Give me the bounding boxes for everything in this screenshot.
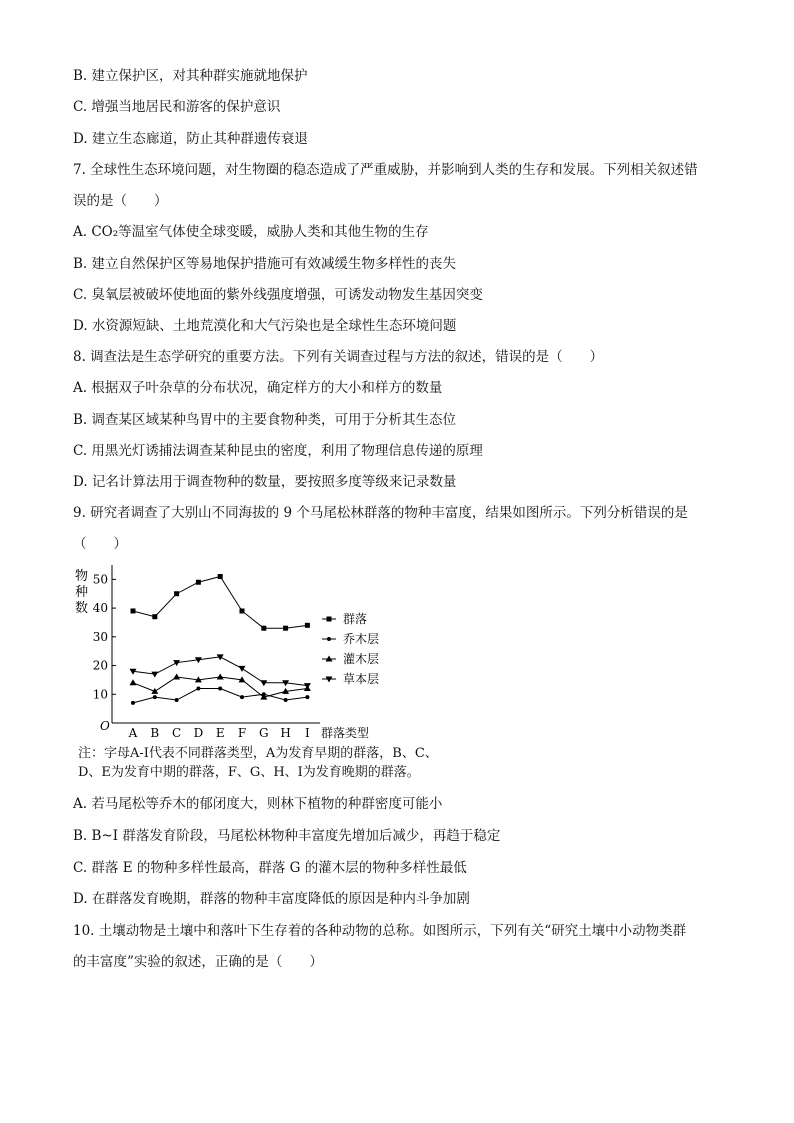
- legend: [322, 611, 379, 686]
- legend-label: 草本层: [343, 672, 380, 686]
- x-tick-label: H: [280, 726, 291, 740]
- option-b-q7: B. 建立自然保护区等易地保护措施可有效减缓生物多样性的丧失: [73, 256, 457, 272]
- data-point: [175, 698, 179, 702]
- x-tick-label: G: [259, 726, 269, 740]
- y-axis-label-1: 物: [75, 569, 89, 584]
- question-9-stem: 9. 研究者调查了大别山不同海拔的 9 个马尾松林群落的物种丰富度，结果如图所示。下列分析错误的是: [73, 505, 688, 521]
- question-7-stem-cont: 误的是（ ）: [73, 193, 168, 209]
- data-point: [327, 637, 331, 641]
- data-point: [173, 674, 180, 680]
- series-line: [133, 576, 307, 628]
- x-tick-label: E: [215, 726, 225, 740]
- question-8-stem: 8. 调查法是生态学研究的重要方法。下列有关调查过程与方法的叙述，错误的是（ ）: [73, 349, 604, 365]
- data-point: [284, 698, 288, 702]
- option-d-q6: D. 建立生态廊道，防止其种群遗传衰退: [73, 131, 308, 147]
- series-line: [133, 657, 307, 686]
- y-tick-label: 50: [92, 572, 108, 587]
- data-point: [305, 623, 310, 628]
- data-point: [174, 591, 179, 596]
- question-10-stem-cont: 的丰富度”实验的叙述，正确的是（ ）: [73, 954, 323, 970]
- data-point: [283, 626, 288, 631]
- option-b-q6: B. 建立保护区，对其种群实施就地保护: [73, 68, 308, 84]
- y-tick-label: 40: [92, 601, 108, 616]
- data-point: [305, 695, 309, 699]
- option-b-q9: B. B~I 群落发育阶段，马尾松林物种丰富度先增加后减少，再趋于稳定: [73, 828, 501, 844]
- note-line-1: 注：字母A-I代表不同群落类型，A为发育早期的群落，B、C、: [78, 746, 438, 761]
- question-9-stem-cont: （ ）: [73, 536, 127, 552]
- y-tick-label: 20: [92, 658, 108, 673]
- x-tick-label: B: [150, 726, 160, 740]
- y-tick-label: 10: [92, 687, 108, 702]
- legend-entry: [322, 651, 379, 666]
- x-tick-label: C: [172, 726, 182, 740]
- legend-label: 灌木层: [343, 652, 380, 666]
- series-square: [131, 574, 310, 631]
- data-point: [217, 674, 224, 680]
- x-tick-label: A: [128, 726, 138, 740]
- data-point: [131, 608, 136, 613]
- x-tick-label: D: [193, 726, 204, 740]
- data-point: [261, 626, 266, 631]
- data-point: [218, 687, 222, 691]
- option-b-q8: B. 调查某区域某种鸟胃中的主要食物种类，可用于分析其生态位: [73, 412, 457, 428]
- legend-entry: [322, 631, 379, 646]
- option-c-q9: C. 群落 E 的物种多样性最高，群落 G 的灌木层的物种多样性最低: [73, 860, 467, 876]
- origin-label: O: [100, 719, 110, 733]
- option-c-q7: C. 臭氧层被破坏使地面的紫外线强度增强，可诱发动物发生基因突变: [73, 287, 483, 303]
- data-point: [153, 695, 157, 699]
- data-point: [218, 574, 223, 579]
- data-point: [131, 701, 135, 705]
- option-c-q8: C. 用黑光灯诱捕法调查某种昆虫的密度，利用了物理信息传递的原理: [73, 443, 483, 459]
- note-line-2: D、E为发育中期的群落，F、G、H、I为发育晚期的群落。: [78, 765, 420, 780]
- legend-label: 群落: [343, 612, 368, 626]
- y-axis-label-2: 种: [75, 585, 89, 600]
- legend-entry: [322, 671, 379, 686]
- x-axis-label: 群落类型: [321, 726, 370, 740]
- option-d-q8: D. 记名计算法用于调查物种的数量，要按照多度等级来记录数量: [73, 474, 457, 490]
- data-point: [304, 683, 311, 689]
- legend-entry: [322, 611, 367, 626]
- series-triangle-down: [130, 654, 311, 689]
- option-a-q9: A. 若马尾松等乔木的郁闭度大，则林下植物的种群密度可能小: [73, 796, 443, 812]
- series-layer: [130, 574, 311, 705]
- x-tick-label: I: [305, 726, 310, 740]
- data-point: [152, 614, 157, 619]
- option-d-q9: D. 在群落发育晚期，群落的物种丰富度降低的原因是种内斗争加剧: [73, 891, 470, 907]
- data-point: [151, 672, 158, 678]
- data-point: [173, 660, 180, 666]
- question-10-stem: 10. 土壤动物是土壤中和落叶下生存着的各种动物的总称。如图所示，下列有关“研究土壤中小动物类群: [73, 923, 687, 939]
- series-line: [133, 689, 307, 703]
- data-point: [196, 580, 201, 585]
- data-point: [239, 666, 246, 672]
- y-tick-label: 30: [92, 629, 108, 644]
- option-a-q7: A. CO₂等温室气体使全球变暖，威胁人类和其他生物的生存: [73, 224, 429, 240]
- legend-label: 乔木层: [343, 632, 380, 646]
- question-7-stem: 7. 全球性生态环境问题，对生物圈的稳态造成了严重威胁，并影响到人类的生存和发展。下列相关叙述错: [73, 162, 698, 178]
- data-point: [240, 608, 245, 613]
- x-tick-label: F: [237, 726, 247, 740]
- y-axis-label-3: 数: [75, 601, 89, 616]
- data-point: [130, 679, 137, 685]
- option-c-q6: C. 增强当地居民和游客的保护意识: [73, 99, 281, 115]
- option-a-q8: A. 根据双子叶杂草的分布状况，确定样方的大小和样方的数量: [73, 380, 443, 396]
- data-point: [327, 617, 332, 622]
- axes: [93, 565, 320, 740]
- data-point: [240, 695, 244, 699]
- species-richness-chart: [70, 562, 400, 742]
- option-d-q7: D. 水资源短缺、土地荒漠化和大气污染也是全球性生态环境问题: [73, 318, 457, 334]
- data-point: [196, 687, 200, 691]
